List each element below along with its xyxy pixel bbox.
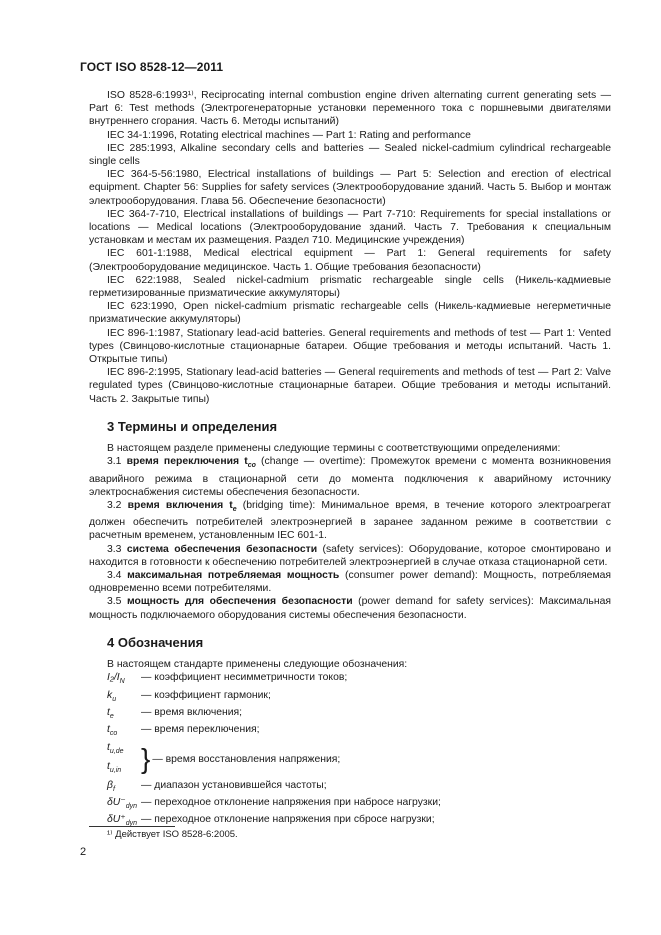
brace-glyph: }: [141, 743, 151, 775]
term-subscript: e: [232, 506, 237, 514]
term-definition: [89, 595, 611, 621]
symbol-row: [89, 706, 611, 723]
symbol-row: [89, 813, 611, 830]
symbol-brace-group: [89, 740, 611, 778]
symbol-description: — диапазон установившейся частоты;: [141, 779, 327, 791]
brace-symbols: [89, 740, 141, 778]
term-text: (bridging time): Минимальное время, в течение которого электроагрегат должен обеспечить потребителей электроэнергией в заранее заданном режиме в соответствии с расчетным временем, установленным IEC 601-1.: [89, 499, 611, 542]
footnote: ¹⁾ Действует ISO 8528-6:2005.: [107, 829, 238, 840]
symbol: $t_{u,in}$: [107, 761, 122, 775]
symbol: $I_2/I_N$: [107, 672, 125, 686]
page-content: [89, 89, 611, 830]
symbol-description: — коэффициент несимметричности токов;: [141, 672, 348, 684]
symbol-row: [89, 796, 611, 813]
symbol-row: [89, 723, 611, 740]
symbol-description: — переходное отклонение напряжения при сбросе нагрузки;: [141, 814, 435, 826]
term-definition: [89, 543, 611, 569]
section-3-title: 3 Термины и определения: [107, 418, 278, 434]
symbol: $k_u$: [107, 689, 117, 703]
reference-item: IEC 285:1993, Alkaline secondary cells and batteries — Sealed nickel-cadmium cylindrical rechargeable single cells: [89, 142, 611, 168]
reference-item: IEC 364-5-56:1980, Electrical installations of buildings — Part 5: Selection and erection of electrical equipment. Chapter 56: Supplies for safety services (Электрооборудование зданий. Часть 5. Выбор и монтаж электрооборудования. Глава 56. Обеспечение безопасности): [89, 169, 611, 207]
term-number: 3.5: [107, 596, 127, 608]
symbol-row: [89, 689, 611, 706]
symbol: $\delta U^+_{dyn}$: [107, 814, 138, 828]
reference-item: IEC 896-1:1987, Stationary lead-acid batteries. General requirements and methods of test — Part 1: Vented types (Свинцово-кислотные стационарные батареи. Общие требования и методы испытаний. Часть 1. Открытые типы): [89, 327, 611, 366]
page-header: ГОСТ ISO 8528-12—2011: [80, 60, 224, 74]
symbol-row: [89, 671, 611, 688]
term-name: максимальная потребляемая мощность: [127, 570, 340, 582]
symbol-description: — время восстановления напряжения;: [152, 753, 341, 765]
page-number: 2: [80, 846, 87, 858]
symbol: $\delta U^-_{dyn}$: [107, 796, 138, 810]
term-definition: [89, 455, 611, 499]
term-name: время включения t: [127, 499, 233, 511]
term-name: система обеспечения безопасности: [126, 543, 318, 555]
symbols-list: [89, 671, 611, 830]
symbol-row: [89, 779, 611, 796]
term-number: 3.2: [107, 499, 128, 511]
symbol: $\beta_f$: [107, 779, 115, 793]
term-text: (change — overtime): Промежуток времени с момента возникновения аварийного режима в стационарной сети до момента подключения к аварийному источнику электроснабжения системы обеспечения безопасности.: [89, 456, 612, 498]
reference-item: IEC 601-1:1988, Medical electrical equipment — Part 1: General requirements for safety (Электрооборудование медицинское. Часть 1. Общие требования безопасности): [89, 248, 611, 273]
term-number: 3.1: [107, 456, 127, 468]
section-4-intro: В настоящем стандарте применены следующие обозначения:: [107, 659, 408, 671]
term-text: (power demand for safety services): Максимальная мощность подключаемого оборудования системы обеспечения безопасности.: [89, 596, 611, 621]
reference-item: IEC 622:1988, Sealed nickel-cadmium prismatic rechargeable single cells (Никель-кадмиевые герметизированные призматические аккумуляторы): [89, 274, 611, 300]
symbol-description: — переходное отклонение напряжения при набросе нагрузки;: [141, 796, 441, 808]
term-name: мощность для обеспечения безопасности: [126, 596, 353, 608]
footnote-separator: [89, 826, 175, 827]
term-subscript: co: [247, 462, 256, 470]
symbol: $t_e$: [107, 706, 114, 720]
term-name: время переключения t: [126, 456, 248, 468]
term-number: 3.3: [107, 543, 127, 555]
term-text: (safety services): Оборудование, которое смонтировано и находится в готовности к обеспечению потребителей электроэнергией в случае отказа стационарной сети.: [89, 543, 611, 568]
term-definition: [89, 499, 611, 543]
symbol-description: — коэффициент гармоник;: [141, 689, 271, 701]
symbol-description: — время переключения;: [141, 724, 260, 736]
reference-item: ISO 8528-6:1993¹⁾, Reciprocating internal combustion engine driven alternating current generating sets — Part 6: Test methods (Электрогенераторные установки переменного тока с поршневыми двигателями внутреннего сгорания. Часть 6. Методы испытаний): [89, 90, 611, 128]
normative-references: [89, 89, 611, 406]
terms-list: [89, 455, 611, 622]
section-3-intro: В настоящем разделе применены следующие термины с соответствующими определениями:: [107, 443, 561, 455]
reference-item: IEC 34-1:1996, Rotating electrical machines — Part 1: Rating and performance: [107, 129, 471, 141]
reference-item: IEC 896-2:1995, Stationary lead-acid batteries — General requirements and methods of test — Part 2: Valve regulated types (Свинцово-кислотные стационарные батареи. Общие требования и методы испытаний. Часть 2. Закрытые типы): [89, 367, 611, 405]
reference-item: IEC 623:1990, Open nickel-cadmium prismatic rechargeable cells (Никель-кадмиевые негерметичные призматические аккумуляторы): [89, 301, 611, 326]
symbol: $t_{u,de}$: [107, 742, 124, 756]
section-4-title: 4 Обозначения: [107, 634, 204, 650]
term-text: (consumer power demand): Мощность, потребляемая одновременно всеми потребителями.: [89, 570, 611, 595]
term-definition: [89, 569, 611, 595]
term-number: 3.4: [107, 570, 128, 582]
reference-item: IEC 364-7-710, Electrical installations of buildings — Part 7-710: Requirements for special installations or locations — Medical locations (Электрооборудование зданий. Часть 7. Требования к специальным установкам и местам их размещения. Раздел 710. Медицинские учреждения): [89, 208, 611, 247]
symbol: $t_{co}$: [107, 724, 118, 738]
symbol-description: — время включения;: [141, 706, 243, 718]
